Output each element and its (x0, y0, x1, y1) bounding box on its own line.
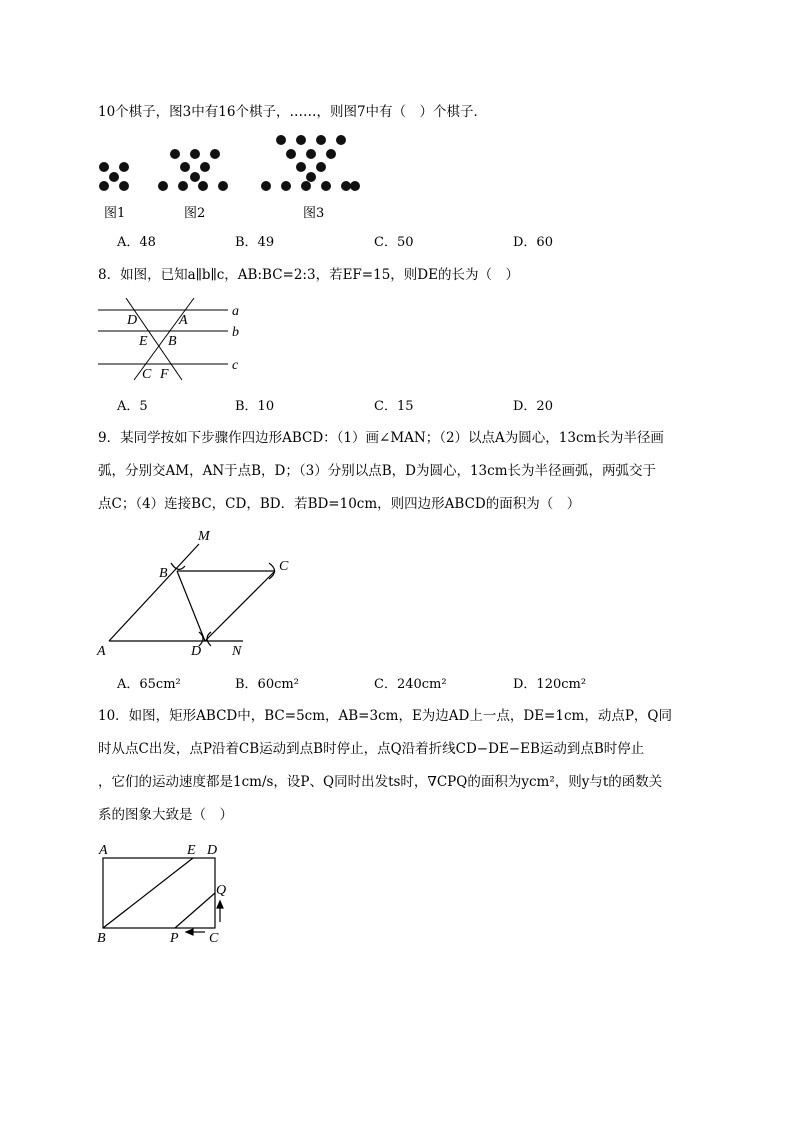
q7-option-d[interactable]: D．60 (513, 235, 553, 250)
q9-option-d[interactable]: D．120cm² (513, 677, 587, 692)
q10-figure-rectangle (95, 838, 255, 948)
q7-caption-fig3: 图3 (303, 206, 325, 221)
q9-label-N: N (232, 644, 242, 659)
q9-text-line2: 弧，分别交AM，AN于点B，D；（3）分别以点B，D为圆心，13cm长为半径画弧，两弧交于 (98, 463, 657, 479)
q9-figure-rhombus (95, 526, 315, 659)
q9-label-B: B (159, 566, 168, 581)
q7-caption-fig1: 图1 (104, 206, 126, 221)
q7-option-c[interactable]: C．50 (374, 235, 414, 250)
q8-text-line1: 8．如图，已知a∥b∥c，AB:BC=2:3，若EF=15，则DE的长为（ ） (98, 267, 519, 283)
q9-text-line1: 9．某同学按如下步骤作四边形ABCD：（1）画∠MAN；（2）以点A为圆心，13cm长为半径画 (98, 430, 664, 446)
q10-text-line3: ，它们的运动速度都是1cm/s，设P、Q同时出发ts时，∇CPQ的面积为ycm²，则y与t的函数关 (98, 774, 663, 790)
q9-option-b[interactable]: B．60cm² (235, 677, 299, 692)
q8-label-D: D (127, 313, 138, 328)
q10-label-C: C (209, 931, 219, 946)
q8-option-d[interactable]: D．20 (513, 399, 553, 414)
q8-option-a[interactable]: A．5 (117, 399, 148, 414)
q8-label-a: a (232, 304, 239, 319)
q10-label-D: D (207, 843, 218, 858)
q9-option-a[interactable]: A．65cm² (117, 677, 181, 692)
q9-option-c[interactable]: C．240cm² (374, 677, 447, 692)
q8-label-c: c (232, 358, 239, 373)
q10-label-A: A (99, 843, 108, 858)
q10-label-P: P (170, 931, 179, 946)
q8-label-A: A (179, 313, 188, 328)
q10-label-E: E (187, 843, 196, 858)
q8-label-E: E (139, 334, 148, 349)
q10-text-line4: 系的图象大致是（ ） (98, 807, 233, 823)
q9-label-A: A (97, 644, 106, 659)
q9-label-M: M (198, 529, 210, 544)
q9-label-C: C (279, 559, 289, 574)
q7-caption-fig2: 图2 (184, 206, 206, 221)
q8-label-C: C (142, 367, 152, 382)
q8-label-B: B (168, 334, 177, 349)
q8-figure-parallel-lines (90, 298, 290, 388)
q8-option-b[interactable]: B．10 (235, 399, 275, 414)
q10-label-Q: Q (216, 883, 227, 898)
q8-label-F: F (160, 367, 169, 382)
q7-option-a[interactable]: A．48 (117, 235, 156, 250)
q9-text-line3: 点C；（4）连接BC，CD，BD．若BD=10cm，则四边形ABCD的面积为（ ） (98, 496, 581, 512)
q10-text-line2: 时从点C出发，点P沿着CB运动到点B时停止，点Q沿着折线CD−DE−EB运动到点B时停止 (98, 741, 645, 757)
q10-label-B: B (97, 931, 106, 946)
q8-label-b: b (232, 325, 239, 340)
q7-text-line1: 10个棋子，图3中有16个棋子，……，则图7中有（ ）个棋子． (98, 104, 488, 120)
q10-text-line1: 10．如图，矩形ABCD中，BC=5cm，AB=3cm，E为边AD上一点，DE=1cm，动点P，Q同 (98, 708, 672, 724)
q7-option-b[interactable]: B．49 (235, 235, 275, 250)
q8-option-c[interactable]: C．15 (374, 399, 414, 414)
q9-label-D: D (191, 644, 202, 659)
